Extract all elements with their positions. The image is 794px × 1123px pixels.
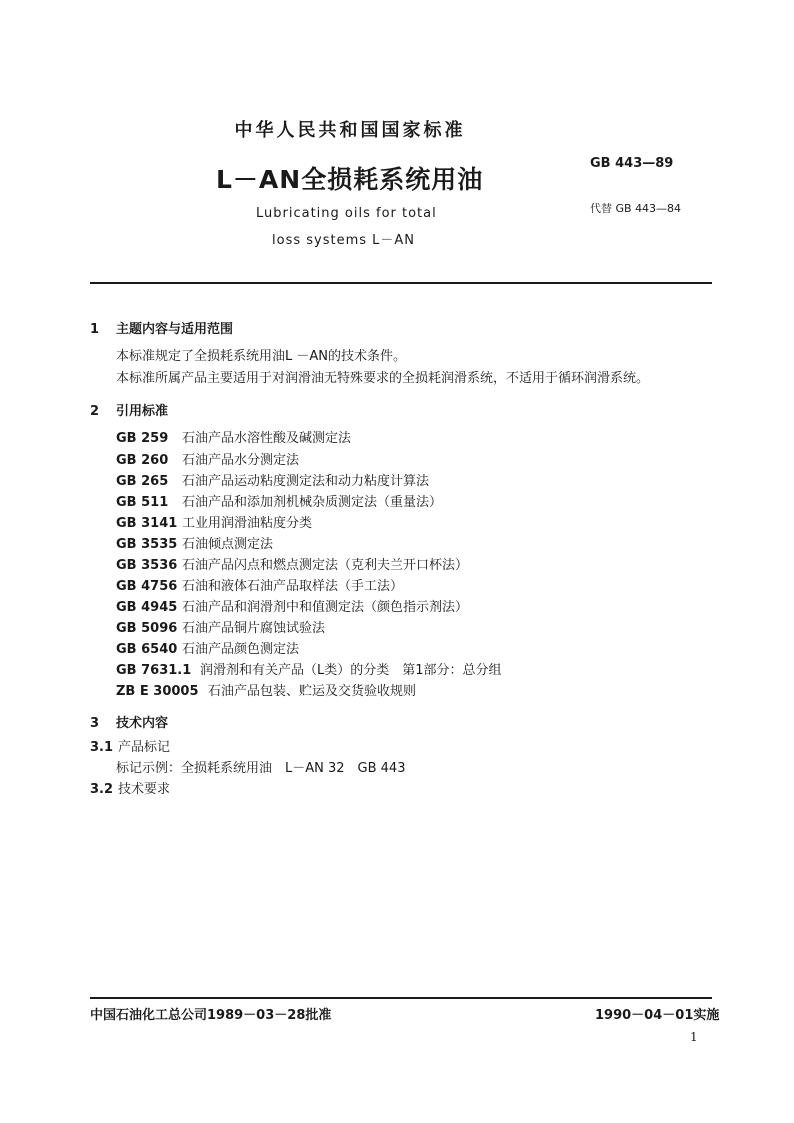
section-number: 3: [90, 716, 100, 731]
reference-code: GB 259: [116, 431, 169, 446]
section-1-paragraph: 本标准所属产品主要适用于对润滑油无特殊要求的全损耗润滑系统，不适用于循环润滑系统。: [116, 371, 650, 386]
reference-code: GB 7631.1: [116, 663, 192, 678]
subsection-3-1: [90, 736, 170, 755]
section-title: 技术内容: [116, 716, 169, 731]
reference-item: [116, 427, 351, 446]
replaces-standard: 代替 GB 443—84: [590, 202, 682, 215]
reference-code: GB 3141: [116, 516, 178, 531]
section-number: 1: [90, 322, 100, 337]
reference-item: [116, 449, 299, 468]
standard-number: GB 443—89: [590, 156, 674, 171]
reference-code: GB 4945: [116, 600, 178, 615]
reference-item: [116, 470, 429, 489]
reference-code: GB 6540: [116, 642, 178, 657]
english-title-line1: Lubricating oils for total: [256, 206, 437, 221]
reference-title: 石油产品运动粘度测定法和动力粘度计算法: [182, 474, 430, 489]
section-1-paragraph: 本标准规定了全损耗系统用油L －AN的技术条件。: [116, 349, 406, 364]
reference-item: [116, 596, 468, 615]
reference-item: [116, 575, 403, 594]
approval-line: 中国石油化工总公司1989－03－28批准: [90, 1008, 332, 1023]
marking-example: 标记示例：全损耗系统用油 L－AN 32 GB 443: [116, 761, 406, 776]
reference-title: 石油产品铜片腐蚀试验法: [182, 621, 326, 636]
reference-item: [116, 638, 299, 657]
reference-title: 润滑剂和有关产品（L类）的分类 第1部分：总分组: [200, 663, 502, 678]
reference-code: GB 3535: [116, 537, 178, 552]
section-1-heading: [90, 318, 233, 337]
implementation-date: 1990－04－01实施: [595, 1008, 720, 1023]
reference-code: GB 260: [116, 453, 169, 468]
section-3-heading: [90, 712, 168, 731]
header-divider: [90, 282, 712, 284]
document-title: L－AN全损耗系统用油: [216, 165, 484, 194]
reference-code: GB 4756: [116, 579, 178, 594]
reference-title: 石油产品和添加剂机械杂质测定法（重量法）: [182, 495, 443, 510]
page-number: 1: [690, 1030, 698, 1044]
section-title: 引用标准: [116, 404, 169, 419]
reference-item: [116, 680, 416, 699]
subsection-3-2: [90, 778, 170, 797]
reference-title: 石油产品水分测定法: [182, 453, 300, 468]
reference-item: [116, 533, 273, 552]
reference-code: ZB E 30005: [116, 684, 199, 699]
reference-title: 石油倾点测定法: [182, 537, 274, 552]
reference-title: 石油和液体石油产品取样法（手工法）: [182, 579, 404, 594]
reference-code: GB 3536: [116, 558, 178, 573]
reference-title: 石油产品颜色测定法: [182, 642, 300, 657]
reference-title: 石油产品和润滑剂中和值测定法（颜色指示剂法）: [182, 600, 469, 615]
reference-item: [116, 512, 312, 531]
reference-item: [116, 617, 325, 636]
national-standard-heading: 中华人民共和国国家标准: [234, 120, 466, 141]
reference-item: [116, 491, 442, 510]
reference-code: GB 5096: [116, 621, 178, 636]
reference-title: 石油产品闪点和燃点测定法（克利夫兰开口杯法）: [182, 558, 469, 573]
reference-item: [116, 659, 502, 678]
section-title: 主题内容与适用范围: [116, 322, 234, 337]
reference-code: GB 511: [116, 495, 169, 510]
subsection-number: 3.2: [90, 782, 114, 797]
subsection-number: 3.1: [90, 740, 114, 755]
subsection-title: 技术要求: [118, 782, 171, 797]
reference-code: GB 265: [116, 474, 169, 489]
reference-title: 工业用润滑油粘度分类: [182, 516, 313, 531]
section-number: 2: [90, 404, 100, 419]
section-2-heading: [90, 400, 168, 419]
english-title-line2: loss systems L－AN: [272, 233, 416, 248]
reference-item: [116, 554, 468, 573]
subsection-title: 产品标记: [118, 740, 171, 755]
footer-divider: [90, 997, 712, 999]
reference-title: 石油产品水溶性酸及碱测定法: [182, 431, 352, 446]
reference-title: 石油产品包装、贮运及交货验收规则: [208, 684, 417, 699]
